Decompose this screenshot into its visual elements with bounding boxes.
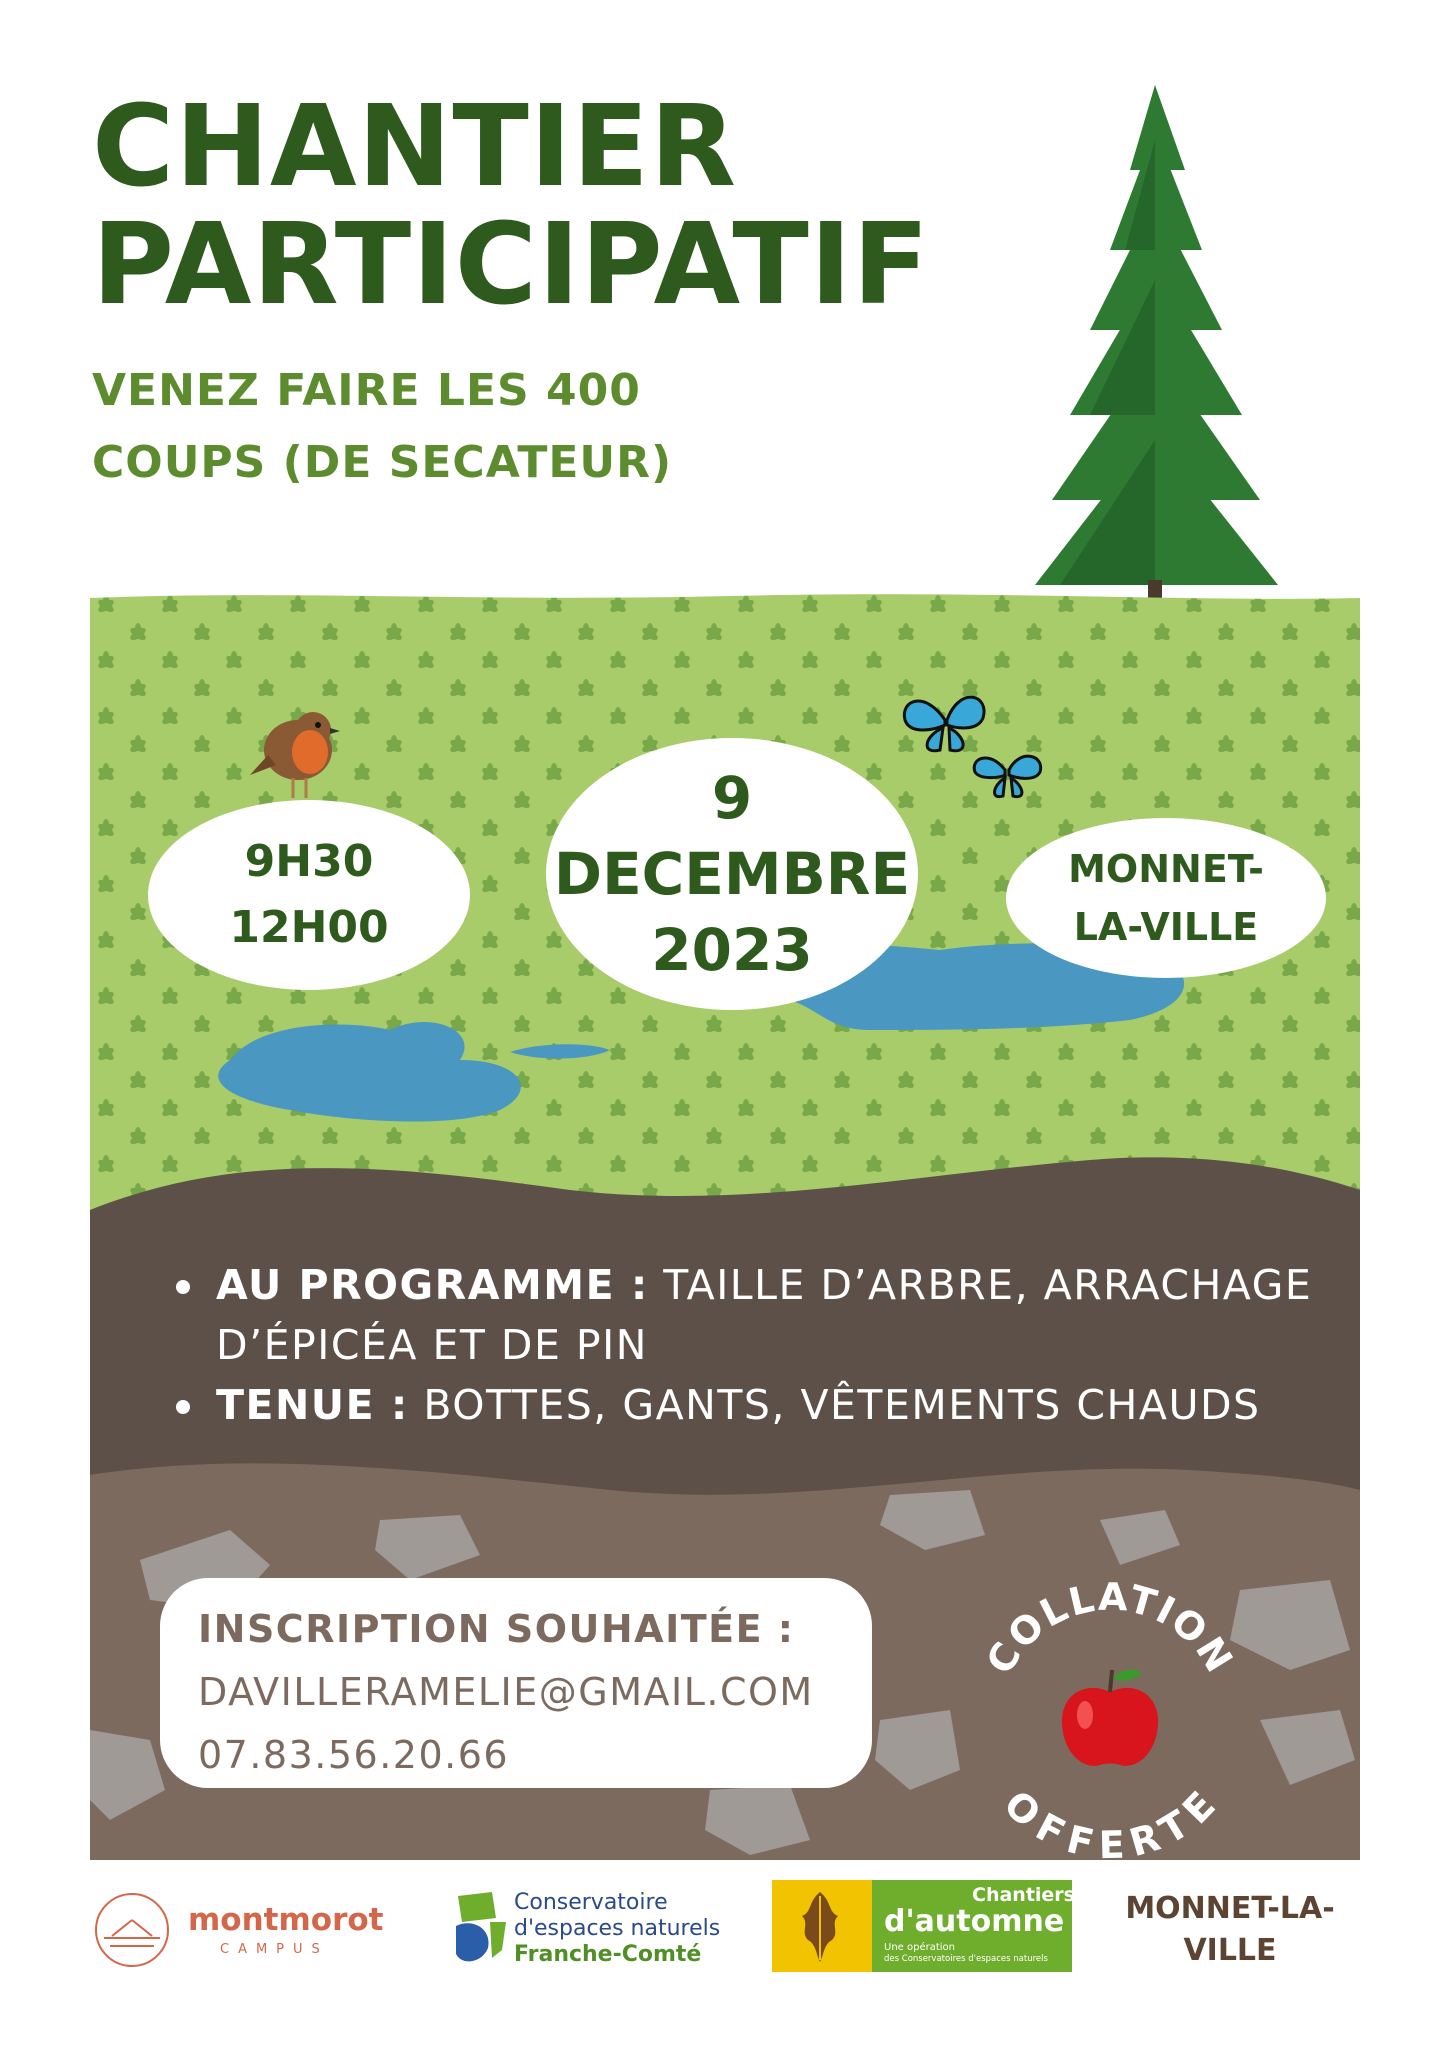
inscription-box [160, 1578, 872, 1788]
time-start: 9H30 [244, 836, 374, 887]
subtitle-line-2: COUPS (DE SECATEUR) [92, 437, 673, 488]
program-label: AU PROGRAMME : [216, 1261, 649, 1309]
title-line-2: PARTICIPATIF [92, 200, 930, 330]
outfit-text: BOTTES, GANTS, VÊTEMENTS CHAUDS [423, 1381, 1261, 1429]
program-text-continued: D’ÉPICÉA ET DE PIN [216, 1321, 648, 1369]
conservatoire-logo-text [514, 1890, 720, 1968]
chantiers-line-4: des Conservatoires d'espaces naturels [884, 1954, 1048, 1964]
time-oval [148, 800, 470, 990]
monnet-line-1: MONNET-LA- [1125, 1891, 1335, 1926]
bullet-icon [176, 1400, 190, 1414]
conservatoire-line-3: Franche-Comté [514, 1942, 702, 1967]
place-line-2: LA-VILLE [1073, 905, 1259, 949]
chantiers-line-2: d'automne [884, 1904, 1065, 1939]
conservatoire-logo-icon [452, 1888, 510, 1968]
collation-bottom-text: OFFERTE [995, 1781, 1226, 1868]
oak-leaf-icon [780, 1886, 860, 1966]
program-text: TAILLE D’ARBRE, ARRACHAGE [663, 1261, 1313, 1309]
place-oval [1006, 818, 1326, 978]
outfit-label: TENUE : [216, 1381, 409, 1429]
collation-top-text: COLLATION [977, 1574, 1243, 1682]
place-line-1: MONNET- [1068, 847, 1264, 891]
program-item [172, 1255, 1342, 1375]
chantiers-line-1: Chantiers [972, 1884, 1075, 1906]
chantiers-automne-logo [772, 1880, 1075, 1972]
conservatoire-line-1: Conservatoire [514, 1890, 668, 1915]
monnet-line-2: VILLE [1183, 1933, 1277, 1968]
montmorot-logo-name: montmorot [188, 1902, 384, 1938]
time-end: 12H00 [229, 902, 389, 953]
monnet-la-ville-logo [1110, 1888, 1350, 1972]
inscription-heading: INSCRIPTION SOUHAITÉE : [198, 1607, 795, 1651]
outfit-item [172, 1375, 1342, 1435]
subtitle-line-1: VENEZ FAIRE LES 400 [92, 365, 641, 416]
apple-icon [1062, 1670, 1158, 1766]
bullet-icon [176, 1280, 190, 1294]
footer-logos [0, 1860, 1448, 2048]
date-year: 2023 [651, 916, 813, 984]
collation-badge [960, 1570, 1260, 1870]
svg-text:COLLATION [978, 1575, 1243, 1682]
page-title [92, 82, 1012, 330]
inscription-email[interactable]: DAVILLERAMELIE@GMAIL.COM [198, 1670, 814, 1714]
montmorot-emblem-icon [92, 1890, 172, 1970]
program-list [172, 1255, 1342, 1435]
title-line-1: CHANTIER [92, 82, 738, 212]
date-day: 9 [711, 764, 753, 832]
inscription-phone[interactable]: 07.83.56.20.66 [198, 1733, 510, 1777]
svg-text:OFFERTE [995, 1782, 1225, 1867]
subtitle [92, 355, 792, 499]
robin-bird-illustration [248, 700, 348, 810]
montmorot-logo-sub: CAMPUS [220, 1942, 329, 1957]
date-oval [546, 738, 918, 1010]
butterflies-illustration [895, 680, 1055, 810]
date-month: DECEMBRE [553, 840, 911, 908]
chantiers-line-3: Une opération [884, 1942, 956, 1953]
conservatoire-line-2: d'espaces naturels [514, 1916, 721, 1941]
